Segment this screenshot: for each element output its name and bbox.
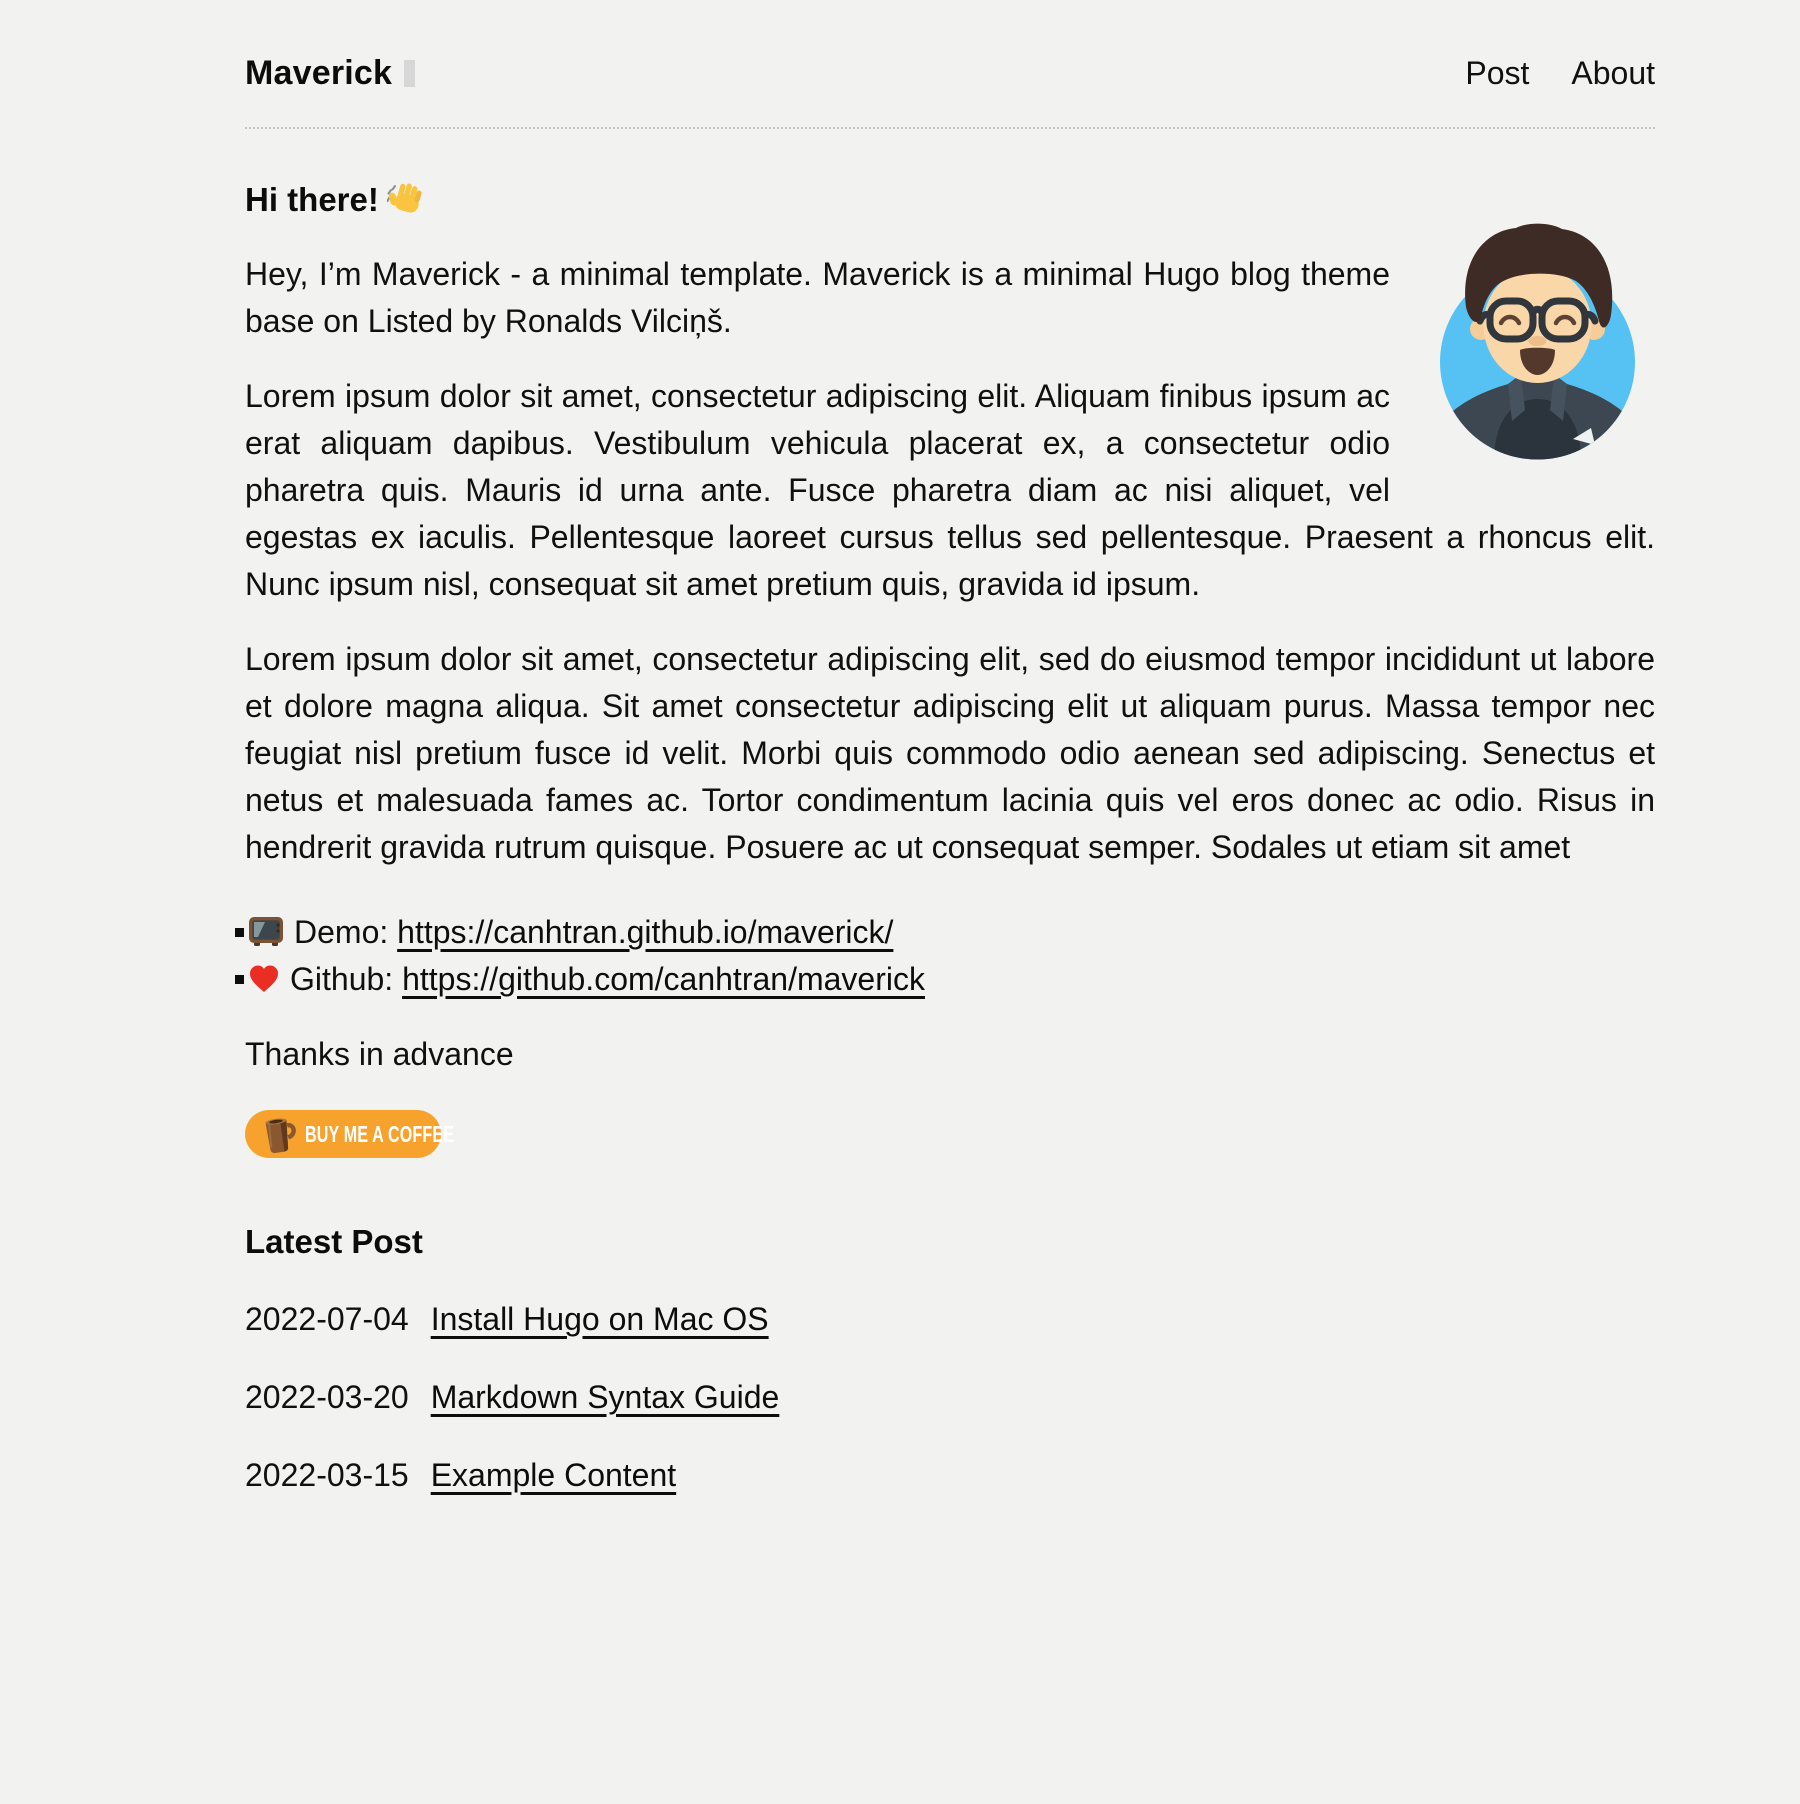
main-content (245, 176, 1655, 1499)
post-row (245, 1296, 1655, 1343)
nav-link-about[interactable]: About (1571, 55, 1655, 91)
intro-paragraph: Hey, I’m Maverick - a minimal template. Maverick is a minimal Hugo blog theme base on Listed by Ronalds Vilciņš. (245, 256, 1390, 339)
bmc-wrap (245, 1110, 1655, 1168)
site-title: Maverick (245, 54, 393, 92)
link-label: Github: (290, 961, 394, 997)
post-link[interactable]: Example Content (430, 1457, 677, 1493)
nav-link-post[interactable]: Post (1465, 55, 1530, 91)
post-list (245, 1296, 1655, 1499)
latest-post-heading: Latest Post (245, 1223, 423, 1260)
post-row (245, 1452, 1655, 1499)
thanks-text: Thanks in advance (245, 1036, 514, 1072)
site-header (245, 54, 1655, 129)
text-cursor-icon (404, 60, 415, 87)
resource-links-list (245, 909, 1655, 1003)
post-date: 2022-03-15 (245, 1457, 409, 1493)
post-date: 2022-07-04 (245, 1301, 409, 1337)
post-link[interactable]: Markdown Syntax Guide (430, 1379, 780, 1415)
github-link[interactable]: https://github.com/canhtran/maverick (402, 961, 925, 997)
avatar (1432, 223, 1643, 461)
main-nav (1465, 55, 1655, 92)
post-link[interactable]: Install Hugo on Mac OS (430, 1301, 769, 1337)
buy-me-a-coffee-button[interactable] (245, 1110, 455, 1158)
lorem-paragraph-2: Lorem ipsum dolor sit amet, consectetur adipiscing elit, sed do eiusmod tempor incididunt ut labore et dolore magna aliqua. Sit amet consectetur adipiscing elit ut aliquam purus. Massa tempor nec feugiat nisl pretium fusce id velit. Morbi quis commodo odio aenean sed adipiscing. Senectus et netus et malesuada fames ac. Tortor condimentum lacinia quis vel eros donec ac odio. Risus in hendrerit gravida rutrum quisque. Posuere ac ut consequat semper. Sodales ut etiam sit amet (245, 641, 1655, 865)
list-item (248, 909, 1655, 956)
coffee-mug-icon (257, 1113, 299, 1155)
link-label: Demo: (294, 914, 389, 950)
tv-icon (248, 916, 284, 947)
demo-link[interactable]: https://canhtran.github.io/maverick/ (397, 914, 894, 950)
post-row (245, 1374, 1655, 1421)
greeting-heading: Hi there! (245, 176, 1655, 223)
waving-hand-icon (387, 182, 423, 216)
list-item (248, 956, 1655, 1003)
site-title-group (245, 54, 415, 93)
post-date: 2022-03-20 (245, 1379, 409, 1415)
heart-icon (248, 964, 280, 994)
bmc-button-label: BUY ME A COFFEE (305, 1120, 455, 1147)
lorem-paragraph-1: Lorem ipsum dolor sit amet, consectetur adipiscing elit. Aliquam finibus ipsum ac erat aliquam dapibus. Vestibulum vehicula placerat ex, a consectetur odio pharetra quis. Mauris id urna ante. Fusce pharetra diam ac nisi aliquet, vel egestas ex iaculis. Pellentesque laoreet cursus tellus sed pellentesque. Praesent a rhoncus elit. Nunc ipsum nisl, consequat sit amet pretium quis, gravida id ipsum. (245, 378, 1655, 602)
